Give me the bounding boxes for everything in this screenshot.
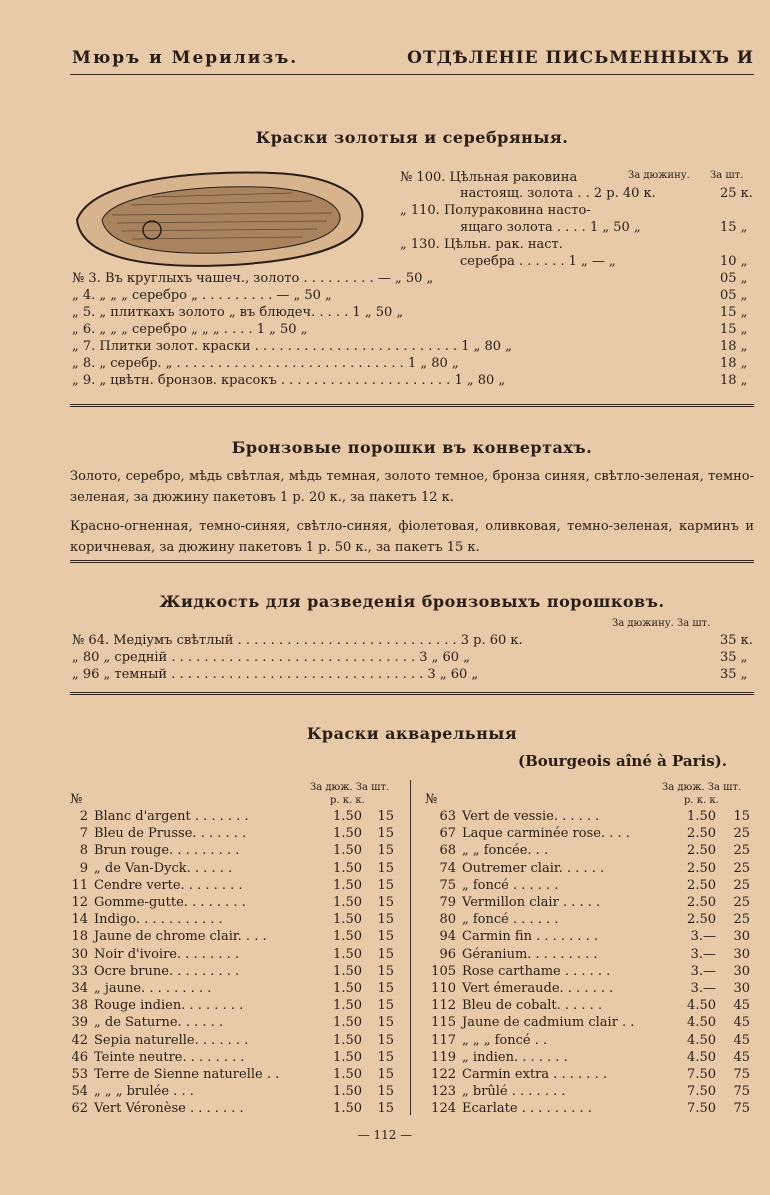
aquarelle-left-item-price-piece: 15	[377, 809, 394, 824]
aquarelle-left-item-name: „ de Saturne. . . . . .	[94, 1015, 224, 1031]
aquarelle-left-item-name: Ocre brune. . . . . . . . .	[94, 963, 240, 979]
aquarelle-left-item-price-dozen: 1.50	[333, 1101, 362, 1117]
gold-item-100-line2: настоящ. золота . . 2 р. 40 к.	[460, 186, 656, 201]
aquarelle-left-item-number: 34	[71, 981, 88, 996]
aquarelle-left-item-price-dozen: 1.50	[333, 1015, 362, 1031]
gold-row: „ 8. „ серебр. „ . . . . . . . . . . . . . . . . . . . . . . . . . . . . 1 „ 80 „	[72, 356, 459, 371]
gold-row-price: 18 „	[720, 339, 748, 354]
gold-row: „ 4. „ „ „ серебро „ . . . . . . . . . — „ 50 „	[72, 288, 332, 303]
aquarelle-right-item-price-piece: 25	[733, 860, 750, 876]
aquarelle-right-item-price-piece: 25	[733, 895, 750, 910]
aquarelle-right-item-price-piece: 30	[733, 946, 750, 962]
gold-row-price: 18 „	[720, 356, 748, 371]
aquarelle-left-item-price-piece: 15	[377, 998, 394, 1014]
aquarelle-right-item-number: 75	[439, 877, 456, 893]
aquarelle-right-item-price-dozen: 2.50	[687, 826, 716, 842]
aquarelle-left-item-name: Noir d'ivoire. . . . . . . .	[94, 946, 239, 962]
aquarelle-right-item-number: 115	[431, 1015, 456, 1031]
section-title-aquarelle: Краски акварельныя	[306, 724, 518, 743]
aquarelle-right-item-name: Laque carminée rose. . . .	[462, 826, 630, 842]
aquarelle-left-item-name: Blanc d'argent . . . . . . .	[94, 809, 249, 824]
aquarelle-left-item-number: 42	[71, 1032, 88, 1048]
aquarelle-left-item-price-dozen: 1.50	[333, 912, 362, 928]
aquarelle-left-item-price-dozen: 1.50	[333, 998, 362, 1014]
section-title-bronze: Бронзовые порошки въ конвертахъ.	[231, 438, 593, 457]
header-left: Мюръ и Мерилизъ.	[72, 48, 299, 68]
aquarelle-left-item-name: Sepia naturelle. . . . . . .	[94, 1032, 249, 1048]
aquarelle-right-item-name: „ „ foncée. . .	[462, 843, 549, 859]
aquarelle-right-item-name: Carmin fin . . . . . . . .	[462, 929, 599, 945]
aquarelle-left-item-number: 7	[79, 826, 88, 842]
aquarelle-right-item-price-dozen: 4.50	[687, 1049, 716, 1065]
gold-item-100-line1: № 100. Цѣльная раковина	[400, 170, 578, 185]
aquarelle-right-item-number: 96	[439, 946, 456, 962]
aquarelle-right-item-price-piece: 25	[733, 912, 750, 928]
section-divider	[70, 560, 754, 563]
aquarelle-left-item-price-piece: 15	[377, 877, 394, 893]
aquarelle-left-item-price-piece: 15	[377, 860, 394, 876]
aquarelle-right-item-number: 117	[431, 1032, 456, 1048]
aquarelle-right-item-number: 67	[439, 826, 456, 842]
aquarelle-subtitle: (Bourgeois aîné à Paris).	[518, 752, 727, 770]
aquarelle-right-item-price-dozen: 3.—	[690, 929, 716, 945]
gold-item-100-price: 25 к.	[720, 186, 753, 201]
aquarelle-right-item-number: 80	[439, 912, 456, 928]
aquarelle-left-item-name: „ de Van-Dyck. . . . . .	[94, 860, 233, 876]
gold-row-price: 15 „	[720, 322, 748, 337]
aquarelle-right-item-price-dozen: 2.50	[687, 912, 716, 928]
aquarelle-left-item-price-piece: 15	[377, 946, 394, 962]
aquarelle-left-item-price-piece: 15	[377, 981, 394, 996]
gold-item-130-price: 10 „	[720, 254, 748, 269]
aquarelle-right-item-price-piece: 25	[733, 826, 750, 842]
aquarelle-left-item-price-piece: 15	[377, 1032, 394, 1048]
aquarelle-left-item-name: Teinte neutre. . . . . . . .	[94, 1049, 245, 1065]
aquarelle-right-item-price-piece: 30	[733, 963, 750, 979]
aquarelle-right-item-price-piece: 45	[733, 1032, 750, 1048]
aquarelle-right-item-price-piece: 45	[733, 1049, 750, 1065]
aquarelle-right-item-number: 68	[439, 843, 456, 859]
aquarelle-right-item-name: „ brûlé . . . . . . .	[462, 1084, 566, 1100]
aquarelle-right-item-price-piece: 45	[733, 998, 750, 1014]
aquarelle-right-item-price-dozen: 3.—	[690, 946, 716, 962]
aquarelle-left-item-price-dozen: 1.50	[333, 860, 362, 876]
liquid-row: № 64. Медіумъ свѣтлый . . . . . . . . . . . . . . . . . . . . . . . . . . . 3 р. 60 к.	[72, 633, 523, 648]
aquarelle-right-item-number: 123	[431, 1084, 456, 1100]
aquarelle-right-item-name: Rose carthame . . . . . .	[462, 963, 611, 979]
aquarelle-left-item-price-dozen: 1.50	[333, 809, 362, 824]
aquarelle-left-item-price-dozen: 1.50	[333, 1049, 362, 1065]
aquarelle-left-item-name: „ jaune. . . . . . . . .	[94, 981, 212, 996]
aquarelle-right-item-price-dozen: 2.50	[687, 895, 716, 910]
aquarelle-left-item-name: „ „ „ brulée . . .	[94, 1084, 194, 1100]
aquarelle-left-item-price-piece: 15	[377, 895, 394, 910]
gold-row: № 3. Въ круглыхъ чашеч., золото . . . . . . . . . — „ 50 „	[72, 271, 434, 286]
aquarelle-right-item-price-piece: 30	[733, 981, 750, 996]
aquarelle-right-item-price-dozen: 1.50	[687, 809, 716, 824]
section-divider	[70, 404, 754, 407]
aquarelle-left-item-number: 62	[71, 1101, 88, 1117]
aquarelle-left-item-price-dozen: 1.50	[333, 1032, 362, 1048]
aquarelle-left-item-number: 33	[71, 963, 88, 979]
aquarelle-left-item-price-piece: 15	[377, 826, 394, 842]
aquarelle-right-item-price-dozen: 3.—	[690, 981, 716, 996]
aquarelle-right-item-price-piece: 25	[733, 843, 750, 859]
gold-row-price: 18 „	[720, 373, 748, 388]
aquarelle-left-item-name: Gomme-gutte. . . . . . . .	[94, 895, 246, 910]
aquarelle-left-item-name: Indigo. . . . . . . . . . .	[94, 912, 223, 928]
aquarelle-right-item-price-piece: 45	[733, 1015, 750, 1031]
aquarelle-right-item-name: Vert de vessie. . . . . .	[462, 809, 600, 824]
aquarelle-left-item-price-piece: 15	[377, 1084, 394, 1100]
aquarelle-left-item-number: 39	[71, 1015, 88, 1031]
gold-col-header-doz: За дюжину.	[628, 170, 690, 181]
aquarelle-right-item-name: Vermillon clair . . . . .	[462, 895, 601, 910]
gold-item-110-line2: ящаго золота . . . . 1 „ 50 „	[460, 220, 641, 235]
aquarelle-left-item-number: 9	[79, 860, 88, 876]
aquarelle-left-item-price-piece: 15	[377, 1015, 394, 1031]
aquarelle-left-col-header: За дюж. За шт.	[310, 782, 390, 793]
aquarelle-right-item-name: „ indien. . . . . . .	[462, 1049, 568, 1065]
aquarelle-left-item-price-dozen: 1.50	[333, 981, 362, 996]
aquarelle-right-item-price-piece: 75	[733, 1101, 750, 1117]
aquarelle-left-item-name: Cendre verte. . . . . . . .	[94, 877, 243, 893]
aquarelle-left-item-price-dozen: 1.50	[333, 877, 362, 893]
header-right: ОТДѢЛЕНІЕ ПИСЬМЕННЫХЪ И	[407, 48, 754, 68]
aquarelle-left-item-price-piece: 15	[377, 1049, 394, 1065]
aquarelle-right-item-name: Vert émeraude. . . . . . .	[462, 981, 614, 996]
liquid-row: „ 80 „ средній . . . . . . . . . . . . . . . . . . . . . . . . . . . . . . 3 „ 60 „	[72, 650, 470, 665]
aquarelle-left-col-units: р. к. к.	[330, 795, 365, 806]
aquarelle-right-item-price-dozen: 4.50	[687, 998, 716, 1014]
aquarelle-right-item-name: Carmin extra . . . . . . .	[462, 1067, 607, 1082]
bronze-paragraph-1: Золото, серебро, мѣдь свѣтлая, мѣдь темная, золото темное, бронза синяя, свѣтло-зеленая, темно-зеленая, за дюжину пакетовъ 1 р. 20 к., за пакетъ 12 к.	[70, 469, 754, 505]
aquarelle-left-item-price-piece: 15	[377, 963, 394, 979]
aquarelle-right-num-sign: №	[425, 792, 438, 807]
aquarelle-right-item-number: 105	[431, 963, 456, 979]
aquarelle-right-item-price-dozen: 4.50	[687, 1032, 716, 1048]
aquarelle-left-item-number: 8	[79, 843, 88, 859]
header-rule	[70, 74, 754, 75]
aquarelle-right-item-price-dozen: 2.50	[687, 860, 716, 876]
aquarelle-right-item-price-piece: 25	[733, 877, 750, 893]
aquarelle-left-item-price-dozen: 1.50	[333, 895, 362, 910]
aquarelle-right-item-number: 94	[439, 929, 456, 945]
aquarelle-right-col-header: За дюж. За шт.	[662, 782, 742, 793]
aquarelle-right-item-name: Jaune de cadmium clair . .	[462, 1015, 635, 1031]
aquarelle-right-item-price-dozen: 4.50	[687, 1015, 716, 1031]
aquarelle-left-item-number: 11	[71, 877, 88, 893]
aquarelle-left-item-name: Brun rouge. . . . . . . . .	[94, 843, 240, 859]
aquarelle-left-item-name: Jaune de chrome clair. . . .	[94, 929, 267, 945]
aquarelle-right-item-price-piece: 15	[733, 809, 750, 824]
aquarelle-right-item-price-dozen: 7.50	[687, 1101, 716, 1117]
liquid-row-price: 35 „	[720, 667, 748, 682]
aquarelle-right-item-number: 119	[431, 1049, 456, 1065]
aquarelle-left-item-price-piece: 15	[377, 912, 394, 928]
aquarelle-left-num-sign: №	[70, 792, 83, 807]
aquarelle-left-item-price-piece: 15	[377, 843, 394, 859]
liquid-row-price: 35 к.	[720, 633, 753, 648]
aquarelle-left-item-price-dozen: 1.50	[333, 826, 362, 842]
aquarelle-left-item-number: 12	[71, 895, 88, 910]
gold-item-110-line1: „ 110. Полураковина насто-	[400, 203, 591, 218]
aquarelle-right-item-name: „ „ „ foncé . .	[462, 1032, 548, 1048]
aquarelle-right-item-price-dozen: 7.50	[687, 1067, 716, 1082]
aquarelle-right-item-name: „ foncé . . . . . .	[462, 912, 559, 928]
aquarelle-left-item-price-piece: 15	[377, 929, 394, 945]
gold-row-price: 05 „	[720, 288, 748, 303]
aquarelle-left-item-price-dozen: 1.50	[333, 843, 362, 859]
section-title-liquid: Жидкость для разведенія бронзовыхъ порошковъ.	[159, 592, 665, 611]
aquarelle-left-item-price-dozen: 1.50	[333, 1084, 362, 1100]
aquarelle-left-item-number: 46	[71, 1049, 88, 1065]
aquarelle-right-item-name: Outremer clair. . . . . .	[462, 860, 605, 876]
aquarelle-right-item-price-dozen: 2.50	[687, 877, 716, 893]
aquarelle-left-item-number: 30	[71, 946, 88, 962]
shell-illustration	[72, 165, 372, 270]
aquarelle-left-item-name: Rouge indien. . . . . . . .	[94, 998, 244, 1014]
gold-row: „ 9. „ цвѣтн. бронзов. красокъ . . . . . . . . . . . . . . . . . . . . . 1 „ 80 „	[72, 373, 506, 388]
aquarelle-right-item-number: 122	[431, 1067, 456, 1082]
aquarelle-left-item-price-dozen: 1.50	[333, 929, 362, 945]
column-divider	[410, 780, 411, 1115]
gold-row-price: 15 „	[720, 305, 748, 320]
gold-row: „ 7. Плитки золот. краски . . . . . . . . . . . . . . . . . . . . . . . . . 1 „ 80 „	[72, 339, 512, 354]
aquarelle-right-item-number: 124	[431, 1101, 456, 1117]
aquarelle-right-item-number: 63	[439, 809, 456, 824]
gold-item-110-price: 15 „	[720, 220, 748, 235]
aquarelle-right-item-name: Ecarlate . . . . . . . . .	[462, 1101, 592, 1117]
aquarelle-left-item-number: 14	[71, 912, 88, 928]
aquarelle-right-item-price-dozen: 3.—	[690, 963, 716, 979]
section-divider	[70, 692, 754, 695]
aquarelle-left-item-name: Terre de Sienne naturelle . .	[94, 1067, 280, 1082]
liquid-row-price: 35 „	[720, 650, 748, 665]
aquarelle-right-item-price-piece: 75	[733, 1084, 750, 1100]
aquarelle-left-item-number: 18	[71, 929, 88, 945]
aquarelle-left-item-number: 53	[71, 1067, 88, 1082]
aquarelle-right-item-number: 74	[439, 860, 456, 876]
aquarelle-right-item-price-piece: 30	[733, 929, 750, 945]
aquarelle-left-item-number: 2	[79, 809, 88, 824]
aquarelle-right-item-price-dozen: 7.50	[687, 1084, 716, 1100]
page-number: — 112 —	[357, 1128, 413, 1142]
aquarelle-left-item-price-dozen: 1.50	[333, 1067, 362, 1082]
aquarelle-right-item-price-dozen: 2.50	[687, 843, 716, 859]
gold-row: „ 6. „ „ „ серебро „ „ „ . . . . 1 „ 50 „	[72, 322, 308, 337]
aquarelle-left-item-name: Vert Véronèse . . . . . . .	[94, 1101, 244, 1117]
aquarelle-left-item-price-piece: 15	[377, 1067, 394, 1082]
gold-item-130-line1: „ 130. Цѣльн. рак. наст.	[400, 237, 563, 252]
aquarelle-left-item-price-dozen: 1.50	[333, 946, 362, 962]
bronze-paragraph-2: Красно-огненная, темно-синяя, свѣтло-синяя, фіолетовая, оливковая, темно-зеленая, карминъ и коричневая, за дюжину пакетовъ 1 р. 50 к., за пакетъ 15 к.	[70, 519, 754, 555]
section-title-gold-silver: Краски золотыя и серебряныя.	[255, 128, 569, 147]
aquarelle-right-item-price-piece: 75	[733, 1067, 750, 1082]
aquarelle-right-item-number: 112	[431, 998, 456, 1014]
aquarelle-left-item-name: Bleu de Prusse. . . . . . .	[94, 826, 247, 842]
aquarelle-left-item-price-piece: 15	[377, 1101, 394, 1117]
aquarelle-left-item-number: 38	[71, 998, 88, 1014]
aquarelle-left-item-number: 54	[71, 1084, 88, 1100]
aquarelle-right-item-number: 110	[431, 981, 456, 996]
aquarelle-right-item-name: Géranium. . . . . . . . .	[462, 946, 598, 962]
aquarelle-left-item-price-dozen: 1.50	[333, 963, 362, 979]
aquarelle-right-item-name: „ foncé . . . . . .	[462, 877, 559, 893]
gold-col-header-pc: За шт.	[710, 170, 744, 181]
aquarelle-right-item-number: 79	[439, 895, 456, 910]
liquid-row: „ 96 „ темный . . . . . . . . . . . . . . . . . . . . . . . . . . . . . . . 3 „ 60 „	[72, 667, 479, 682]
gold-row-price: 05 „	[720, 271, 748, 286]
liquid-col-header: За дюжину. За шт.	[612, 618, 711, 629]
aquarelle-right-col-units: р. к. к.	[684, 795, 719, 806]
aquarelle-right-item-name: Bleu de cobalt. . . . . .	[462, 998, 603, 1014]
gold-item-130-line2: серебра . . . . . . 1 „ — „	[460, 254, 616, 269]
gold-row: „ 5. „ плиткахъ золото „ въ блюдеч. . . . . 1 „ 50 „	[72, 305, 404, 320]
